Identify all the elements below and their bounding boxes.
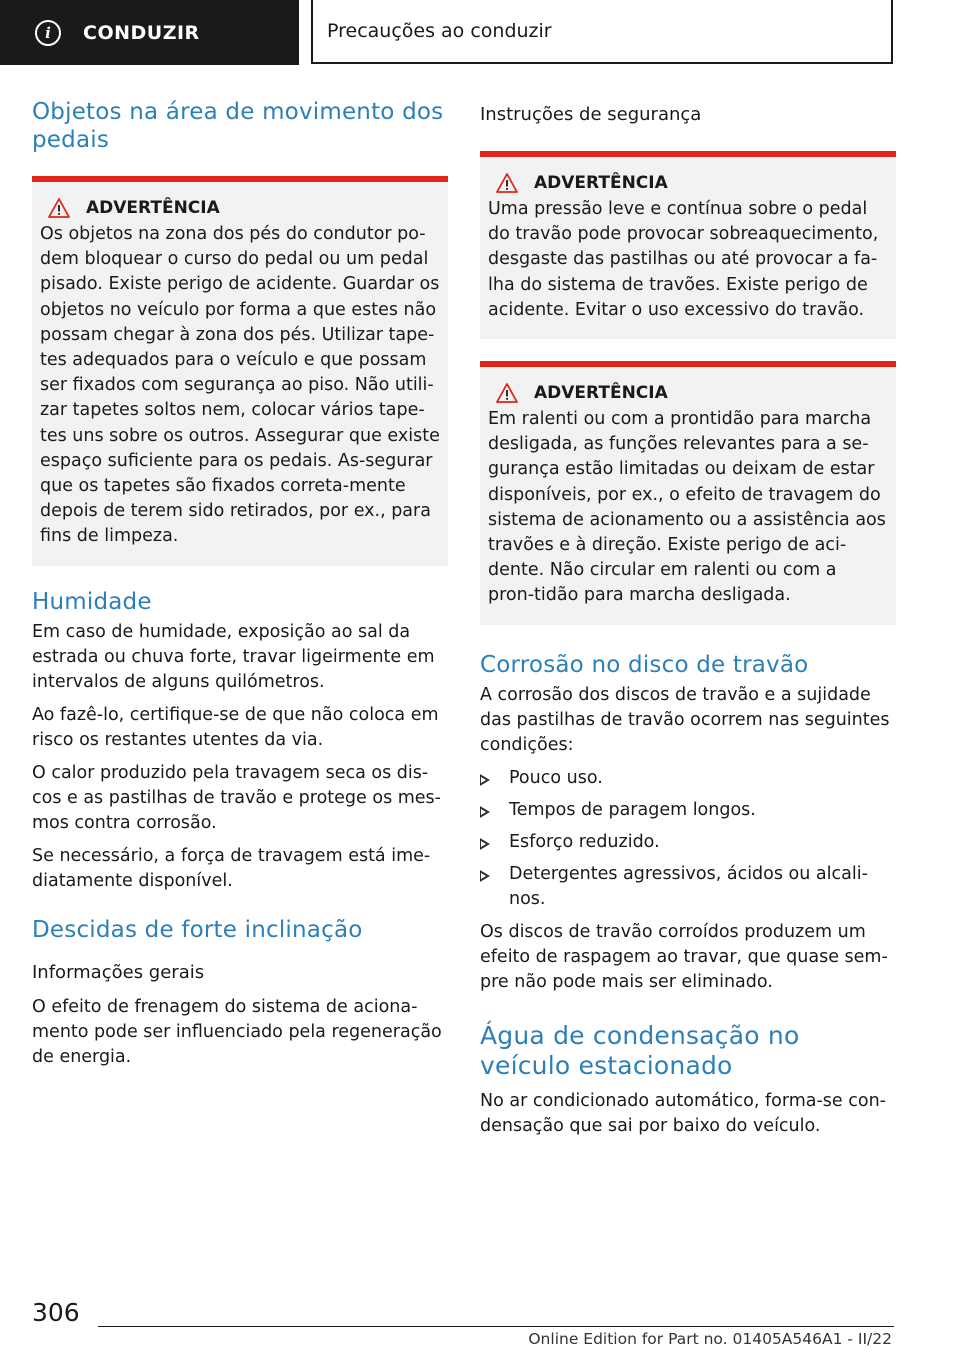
section-title-humidity: Humidade xyxy=(32,588,152,615)
warning-box-idle xyxy=(480,361,896,625)
warning-box-brake-pressure xyxy=(480,151,896,339)
paragraph: A corrosão dos discos de travão e a sujidade das pastilhas de travão ocorrem nas seguintes condições: xyxy=(480,684,890,755)
warning-triangle-icon xyxy=(496,383,518,403)
subsection-title: Instruções de segurança xyxy=(480,104,702,125)
section-tab xyxy=(0,0,299,65)
paragraph: No ar condicionado automático, forma-se con-densação que sai por baixo do veículo. xyxy=(480,1090,886,1136)
section-label: CONDUZIR xyxy=(83,21,200,44)
list-item: Pouco uso. xyxy=(480,766,896,791)
page-number: 306 xyxy=(32,1298,80,1327)
warning-text: Uma pressão leve e contínua sobre o pedal do travão pode provocar sobreaquecimento, desgaste das pastilhas ou até provocar a fa-lha do sistema de travões. Existe perigo de acidente. Evitar o uso excessivo do travão. xyxy=(488,199,879,320)
paragraph: Se necessário, a força de travagem está ime-diatamente disponível. xyxy=(32,845,431,891)
warning-text: Em ralenti ou com a prontidão para marcha desligada, as funções relevantes para a se-gurança estão limitadas ou deixam de estar disponíveis, por ex., o efeito de travagem do sistema de acionamento ou a assistência aos travões e à direção. Existe perigo de aci-dente. Não circular em ralenti ou com a pron-tidão para marcha desligada. xyxy=(488,409,886,606)
paragraph: O efeito de frenagem do sistema de aciona-mento pode ser influenciado pela regeneração de energia. xyxy=(32,996,442,1067)
right-column xyxy=(480,98,896,1147)
footer-divider xyxy=(98,1326,894,1327)
page-header xyxy=(0,0,960,66)
left-column xyxy=(32,98,448,1078)
section-title-pedals: Objetos na área de movimento dos pedais xyxy=(32,99,444,153)
chapter-title: Precauções ao conduzir xyxy=(311,0,893,64)
paragraph: Os discos de travão corroídos produzem um efeito de raspagem ao travar, que quase sem-pre não pode mais ser eliminado. xyxy=(480,921,888,992)
paragraph: Em caso de humidade, exposição ao sal da estrada ou chuva forte, travar ligeirmente em intervalos de alguns quilómetros. xyxy=(32,621,435,692)
list-item: Esforço reduzido. xyxy=(480,830,896,855)
bullet-arrow-icon xyxy=(480,774,490,786)
warning-label: ADVERTÊNCIA xyxy=(534,383,668,404)
condition-list xyxy=(480,766,896,912)
section-title-descents: Descidas de forte inclinação xyxy=(32,916,363,943)
bullet-arrow-icon xyxy=(480,838,490,850)
warning-text: Os objetos na zona dos pés do condutor po-dem bloquear o curso do pedal ou um pedal pisado. Existe perigo de acidente. Guardar os objetos no veículo por forma a que estes não possam chegar à zona dos pés. Utilizar tape-tes adequados para o veículo e que possam ser fixados com segurança ao piso. Não utili-zar tapetes soltos nem, colocar vários tape-tes uns sobre os outros. Assegurar que existe espaço suficiente para os pedais. As-segurar que os tapetes são fixados correta-mente depois de terem sido retirados, por ex., para fins de limpeza. xyxy=(40,224,440,547)
warning-box-pedals xyxy=(32,176,448,566)
section-title-condensation: Água de condensação no veículo estacionado xyxy=(480,1020,800,1080)
edition-note: Online Edition for Part no. 01405A546A1 - II/22 xyxy=(528,1330,892,1348)
warning-label: ADVERTÊNCIA xyxy=(534,173,668,193)
warning-triangle-icon xyxy=(496,173,518,193)
paragraph: O calor produzido pela travagem seca os dis-cos e as pastilhas de travão e protege os mes-mos contra corrosão. xyxy=(32,762,441,833)
warning-label: ADVERTÊNCIA xyxy=(86,198,220,218)
section-title-corrosion: Corrosão no disco de travão xyxy=(480,651,809,678)
info-icon: i xyxy=(35,20,61,46)
list-item: Detergentes agressivos, ácidos ou alcali-nos. xyxy=(480,862,896,912)
bullet-arrow-icon xyxy=(480,806,490,818)
list-item: Tempos de paragem longos. xyxy=(480,798,896,823)
paragraph: Ao fazê-lo, certifique-se de que não coloca em risco os restantes utentes da via. xyxy=(32,704,439,750)
subsection-title: Informações gerais xyxy=(32,961,205,983)
bullet-arrow-icon xyxy=(480,870,490,882)
warning-triangle-icon xyxy=(48,198,70,218)
